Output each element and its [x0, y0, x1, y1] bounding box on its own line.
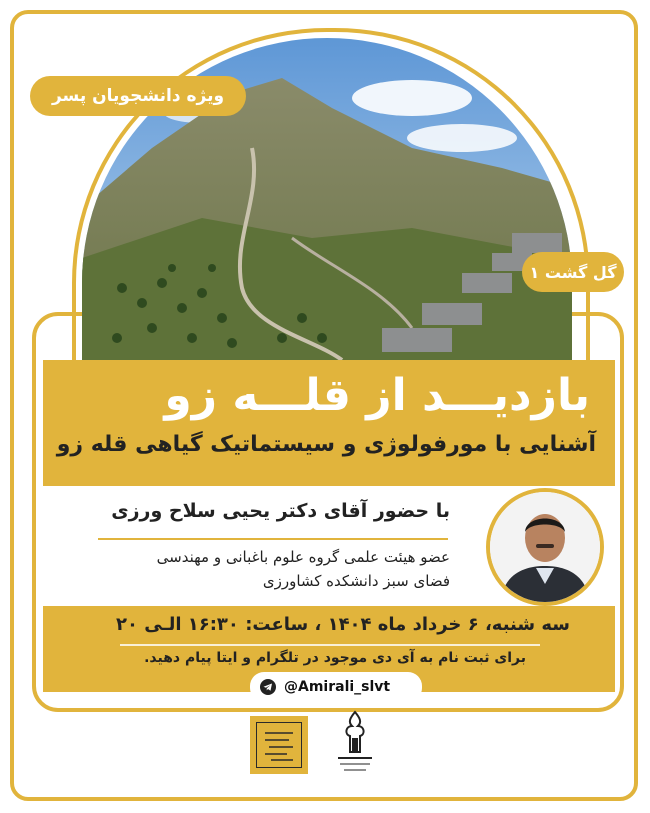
speaker-portrait [490, 492, 600, 602]
contact-handle-text[interactable]: @Amirali_slvt [284, 679, 391, 695]
event-title: بازدیـــد از قلـــه زو [164, 370, 590, 421]
divider [120, 644, 540, 646]
speaker-avatar [486, 488, 604, 606]
event-subtitle: آشنایی با مورفولوژی و سیستماتیک گیاهی قله زو [56, 432, 596, 457]
speaker-affiliation-line1: عضو هیئت علمی گروه علوم باغبانی و مهندسی [156, 548, 450, 566]
university-logo [330, 708, 380, 778]
registration-instructions: برای ثبت نام به آی دی موجود در تلگرام و ایتا پیام دهید. [144, 650, 526, 666]
audience-badge-label: ویژه دانشجویان پسر [51, 86, 225, 106]
divider [98, 538, 448, 540]
category-badge [522, 252, 624, 292]
speaker-affiliation-line2: فضای سبز دانشکده کشاورزی [262, 572, 450, 590]
audience-badge [30, 76, 246, 116]
jahad-logo [250, 716, 308, 774]
jahad-logo-lettering [259, 725, 299, 765]
category-badge-label: گل گشت ۱ [529, 262, 617, 282]
event-schedule: سه شنبه، ۶ خرداد ماه ۱۴۰۴ ، ساعت: ۱۶:۳۰ الـی ۲۰ [115, 614, 570, 635]
speaker-intro: با حضور آقای دکتر یحیی سلاح ورزی [111, 500, 450, 522]
jahad-logo-mark [256, 722, 302, 768]
telegram-icon [260, 679, 276, 695]
contact-handle[interactable] [250, 672, 422, 702]
